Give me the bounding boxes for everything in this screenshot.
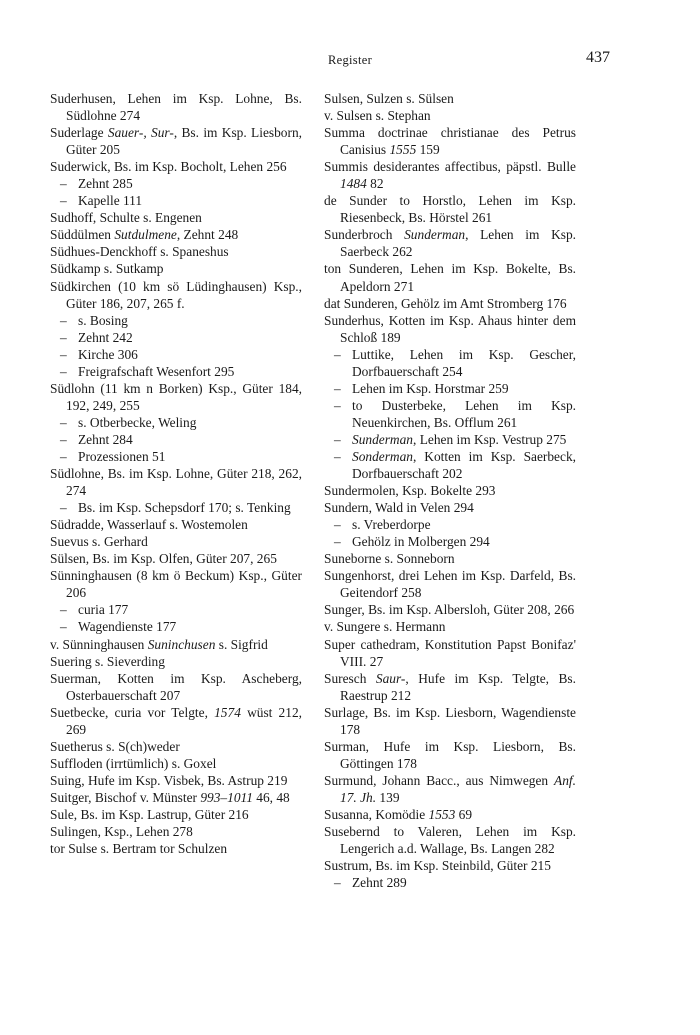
index-entry <box>324 499 576 516</box>
entry-text: ton Sunderen, Lehen im Ksp. Bokelte, Bs. Apeldorn 271 <box>324 261 576 294</box>
index-entry <box>324 124 576 158</box>
entry-text: Gehölz in Molbergen 294 <box>352 534 490 550</box>
entry-head: Suitger, Bischof v. Münster <box>50 789 201 805</box>
entry-text: Sulsen, Sulzen s. Sülsen <box>324 91 454 106</box>
entry-text: Sungenhorst, drei Lehen im Ksp. Darfeld, Bs. Geitendorf 258 <box>324 568 576 601</box>
subentry-dash: – <box>334 534 341 550</box>
register-column-left <box>50 90 302 857</box>
entry-head: Summa doctrinae christianae des Petrus Canisius <box>324 125 576 158</box>
entry-text: Südkirchen (10 km sö Lüdinghausen) Ksp., Güter 186, 207, 265 f. <box>50 278 302 311</box>
index-subentry <box>324 346 576 380</box>
index-entry <box>50 789 302 806</box>
index-entry <box>50 567 302 601</box>
entry-text: Zehnt 285 <box>78 176 133 192</box>
entry-text: s. Bosing <box>78 312 128 328</box>
entry-text: Lehen im Ksp. Horstmar 259 <box>352 380 509 396</box>
entry-rest: 46, 48 <box>252 789 290 805</box>
entry-head: v. Sünninghausen <box>50 636 148 652</box>
entry-rest: , Kotten im Ksp. Saerbeck, Dorfbauerschaft 202 <box>352 448 576 482</box>
subentry-dash: – <box>60 329 67 345</box>
index-subentry <box>324 516 576 533</box>
entry-text: Prozessionen 51 <box>78 448 166 464</box>
entry-italic: Anf. 17. Jh. <box>340 772 576 805</box>
entry-text: v. Sulsen s. Stephan <box>324 108 431 124</box>
entry-text: Sustrum, Bs. im Ksp. Steinbild, Güter 215 <box>324 858 551 874</box>
index-entry <box>50 738 302 755</box>
entry-text: Susebernd to Valeren, Lehen im Ksp. Lengerich a.d. Wallage, Bs. Langen 282 <box>324 824 576 857</box>
index-entry <box>324 636 576 670</box>
index-entry <box>50 806 302 823</box>
entry-text: Südlohne, Bs. im Ksp. Lohne, Güter 218, 262, 274 <box>50 466 302 499</box>
header-title: Register <box>327 53 373 67</box>
entry-text: de Sunder to Horstlo, Lehen im Ksp. Riesenbeck, Bs. Hörstel 261 <box>324 193 576 226</box>
entry-text: Suetherus s. S(ch)weder <box>50 738 180 754</box>
subentry-dash: – <box>60 619 67 635</box>
index-entry <box>324 90 576 107</box>
entry-italic: 1553 <box>428 806 456 822</box>
subentry-dash: – <box>334 431 341 447</box>
index-entry <box>50 124 302 158</box>
entry-text: Kapelle 111 <box>78 193 143 209</box>
index-entry <box>324 806 576 823</box>
entry-text: Suering s. Sieverding <box>50 653 165 669</box>
index-entry <box>50 158 302 175</box>
index-entry <box>50 840 302 857</box>
entry-head: Summis desiderantes affectibus, päpstl. Bulle <box>324 159 576 175</box>
index-subentry <box>50 499 302 516</box>
entry-text: s. Vreberdorpe <box>352 517 431 533</box>
index-subentry <box>324 380 576 397</box>
entry-rest: , Hufe im Ksp. Telgte, Bs. Raestrup 212 <box>340 670 576 703</box>
entry-head: Suetbecke, curia vor Telgte, <box>50 704 215 720</box>
subentry-dash: – <box>60 448 67 464</box>
entry-text: Suderwick, Bs. im Ksp. Bocholt, Lehen 256 <box>50 159 287 175</box>
index-subentry <box>50 346 302 363</box>
entry-text: Bs. im Ksp. Schepsdorf 170; s. Tenking <box>78 500 291 516</box>
entry-rest: 82 <box>366 176 384 192</box>
register-column-right <box>324 90 576 891</box>
subentry-dash: – <box>334 380 341 396</box>
index-entry <box>324 226 576 260</box>
entry-text: Suffloden (irrtümlich) s. Goxel <box>50 755 217 771</box>
index-subentry <box>50 618 302 635</box>
index-entry <box>324 601 576 618</box>
entry-italic: Sunderman <box>352 431 413 447</box>
index-subentry <box>324 431 576 448</box>
entry-italic: 1555 <box>389 142 417 158</box>
entry-text: to Dusterbeke, Lehen im Ksp. Neuenkirchen, Bs. Offlum 261 <box>352 397 576 430</box>
entry-rest: 139 <box>376 789 400 805</box>
index-entry <box>50 533 302 550</box>
entry-text: dat Sunderen, Gehölz im Amt Stromberg 176 <box>324 295 567 311</box>
subentry-dash: – <box>60 602 67 618</box>
entry-text: Suderhusen, Lehen im Ksp. Lohne, Bs. Südlohne 274 <box>50 91 302 124</box>
entry-italic: 993–1011 <box>200 789 253 805</box>
entry-rest: , Lehen im Ksp. Vestrup 275 <box>413 431 567 447</box>
index-entry <box>324 550 576 567</box>
entry-text: v. Sungere s. Hermann <box>324 619 446 635</box>
subentry-dash: – <box>334 448 341 464</box>
entry-text: Südradde, Wasserlauf s. Wostemolen <box>50 517 248 533</box>
entry-text: Kirche 306 <box>78 346 138 362</box>
index-subentry <box>50 329 302 346</box>
index-entry <box>324 670 576 704</box>
index-subentry <box>50 448 302 465</box>
entry-text: Zehnt 284 <box>78 431 133 447</box>
subentry-dash: – <box>60 312 67 328</box>
entry-head: Susanna, Komödie <box>324 806 429 822</box>
entry-text: Südkamp s. Sutkamp <box>50 261 164 277</box>
index-entry <box>50 90 302 124</box>
entry-head: Süddülmen <box>50 227 115 243</box>
index-subentry <box>324 874 576 891</box>
index-entry <box>324 823 576 857</box>
entry-rest: 159 <box>416 142 440 158</box>
index-entry <box>50 278 302 312</box>
index-entry <box>50 772 302 789</box>
index-entry <box>50 636 302 653</box>
index-entry <box>50 260 302 277</box>
entry-head: Sunderbroch <box>324 227 405 243</box>
entry-italic: Sonderman <box>352 448 413 464</box>
entry-italic: Sunderman <box>404 227 466 243</box>
index-entry <box>50 243 302 260</box>
entry-text: Sulingen, Ksp., Lehen 278 <box>50 824 193 840</box>
index-entry <box>50 516 302 533</box>
entry-italic: 1574 <box>214 704 241 720</box>
index-entry <box>324 567 576 601</box>
entry-text: Wagendienste 177 <box>78 619 177 635</box>
subentry-dash: – <box>334 397 341 413</box>
subentry-dash: – <box>60 363 67 379</box>
index-entry <box>50 550 302 567</box>
entry-text: Suevus s. Gerhard <box>50 534 148 550</box>
entry-text: Surlage, Bs. im Ksp. Liesborn, Wagendienste 178 <box>324 704 576 737</box>
entry-text: tor Sulse s. Bertram tor Schulzen <box>50 841 228 857</box>
subentry-dash: – <box>60 431 67 447</box>
index-subentry <box>324 448 576 482</box>
entry-text: Super cathedram, Konstitution Papst Bonifaz' VIII. 27 <box>324 636 576 669</box>
entry-text: Sule, Bs. im Ksp. Lastrup, Güter 216 <box>50 806 249 822</box>
index-subentry <box>50 363 302 380</box>
subentry-dash: – <box>60 346 67 362</box>
index-entry <box>50 380 302 414</box>
subentry-dash: – <box>60 176 67 192</box>
entry-text: Zehnt 242 <box>78 329 133 345</box>
index-entry <box>324 192 576 226</box>
index-entry <box>324 158 576 192</box>
subentry-dash: – <box>60 193 67 209</box>
entry-italic: Sauer-, Sur- <box>107 125 174 141</box>
index-subentry <box>324 397 576 431</box>
entry-rest: , Lehen im Ksp. Saerbeck 262 <box>340 227 576 260</box>
index-entry <box>324 618 576 635</box>
entry-rest: s. Sigfrid <box>215 636 268 652</box>
entry-text: Südhues-Denckhoff s. Spaneshus <box>50 244 229 260</box>
subentry-dash: – <box>60 414 67 430</box>
entry-rest: wüst 212, 269 <box>66 704 302 737</box>
index-entry <box>324 772 576 806</box>
index-entry <box>324 295 576 312</box>
entry-text: Sunderhus, Kotten im Ksp. Ahaus hinter dem Schloß 189 <box>324 312 576 345</box>
index-subentry <box>50 312 302 329</box>
entry-rest: , Bs. im Ksp. Liesborn, Güter 205 <box>66 125 303 158</box>
entry-text: Sünninghausen (8 km ö Beckum) Ksp., Güter 206 <box>50 568 302 601</box>
entry-italic: 1484 <box>340 176 367 192</box>
entry-text: Zehnt 289 <box>352 875 407 891</box>
page-number: 437 <box>586 49 610 66</box>
index-entry <box>50 670 302 704</box>
entry-text: Suerman, Kotten im Ksp. Ascheberg, Osterbauerschaft 207 <box>50 670 302 703</box>
entry-text: Suneborne s. Sonneborn <box>324 551 455 567</box>
index-subentry <box>324 533 576 550</box>
entry-text: Sundern, Wald in Velen 294 <box>324 500 474 516</box>
subentry-dash: – <box>60 500 67 516</box>
index-subentry <box>50 431 302 448</box>
entry-head: Surmund, Johann Bacc., aus Nimwegen <box>324 772 555 788</box>
index-subentry <box>50 192 302 209</box>
index-entry <box>50 755 302 772</box>
entry-head: Suresch <box>324 670 376 686</box>
entry-text: Sülsen, Bs. im Ksp. Olfen, Güter 207, 265 <box>50 551 277 567</box>
subentry-dash: – <box>334 346 341 362</box>
index-entry <box>50 465 302 499</box>
entry-text: s. Otberbecke, Weling <box>78 414 197 430</box>
index-entry <box>324 260 576 294</box>
index-entry <box>324 857 576 874</box>
entry-rest: , Zehnt 248 <box>176 227 239 243</box>
entry-text: Surman, Hufe im Ksp. Liesborn, Bs. Göttingen 178 <box>324 738 576 771</box>
entry-text: Sundermolen, Ksp. Bokelte 293 <box>324 483 496 499</box>
index-subentry <box>50 175 302 192</box>
index-subentry <box>50 601 302 618</box>
entry-italic: Suninchusen <box>147 636 216 652</box>
entry-text: Sudhoff, Schulte s. Engenen <box>50 210 202 226</box>
entry-rest: 69 <box>455 806 473 822</box>
index-entry <box>324 738 576 772</box>
entry-italic: Sutdulmene <box>114 227 177 243</box>
entry-head: Suderlage <box>50 125 108 141</box>
subentry-dash: – <box>334 875 341 891</box>
entry-text: curia 177 <box>78 602 129 618</box>
entry-text: Luttike, Lehen im Ksp. Gescher, Dorfbauerschaft 254 <box>352 346 576 379</box>
index-entry <box>50 209 302 226</box>
index-entry <box>324 312 576 346</box>
index-entry <box>324 107 576 124</box>
index-entry <box>324 704 576 738</box>
index-entry <box>50 653 302 670</box>
entry-text: Sunger, Bs. im Ksp. Albersloh, Güter 208, 266 <box>324 602 575 618</box>
index-entry <box>50 823 302 840</box>
index-entry <box>50 226 302 243</box>
entry-text: Südlohn (11 km n Borken) Ksp., Güter 184, 192, 249, 255 <box>50 380 302 413</box>
entry-italic: Saur- <box>375 670 406 686</box>
subentry-dash: – <box>334 517 341 533</box>
index-entry <box>324 482 576 499</box>
index-subentry <box>50 414 302 431</box>
index-entry <box>50 704 302 738</box>
entry-text: Suing, Hufe im Ksp. Visbek, Bs. Astrup 219 <box>50 772 288 788</box>
entry-text: Freigrafschaft Wesenfort 295 <box>78 363 235 379</box>
